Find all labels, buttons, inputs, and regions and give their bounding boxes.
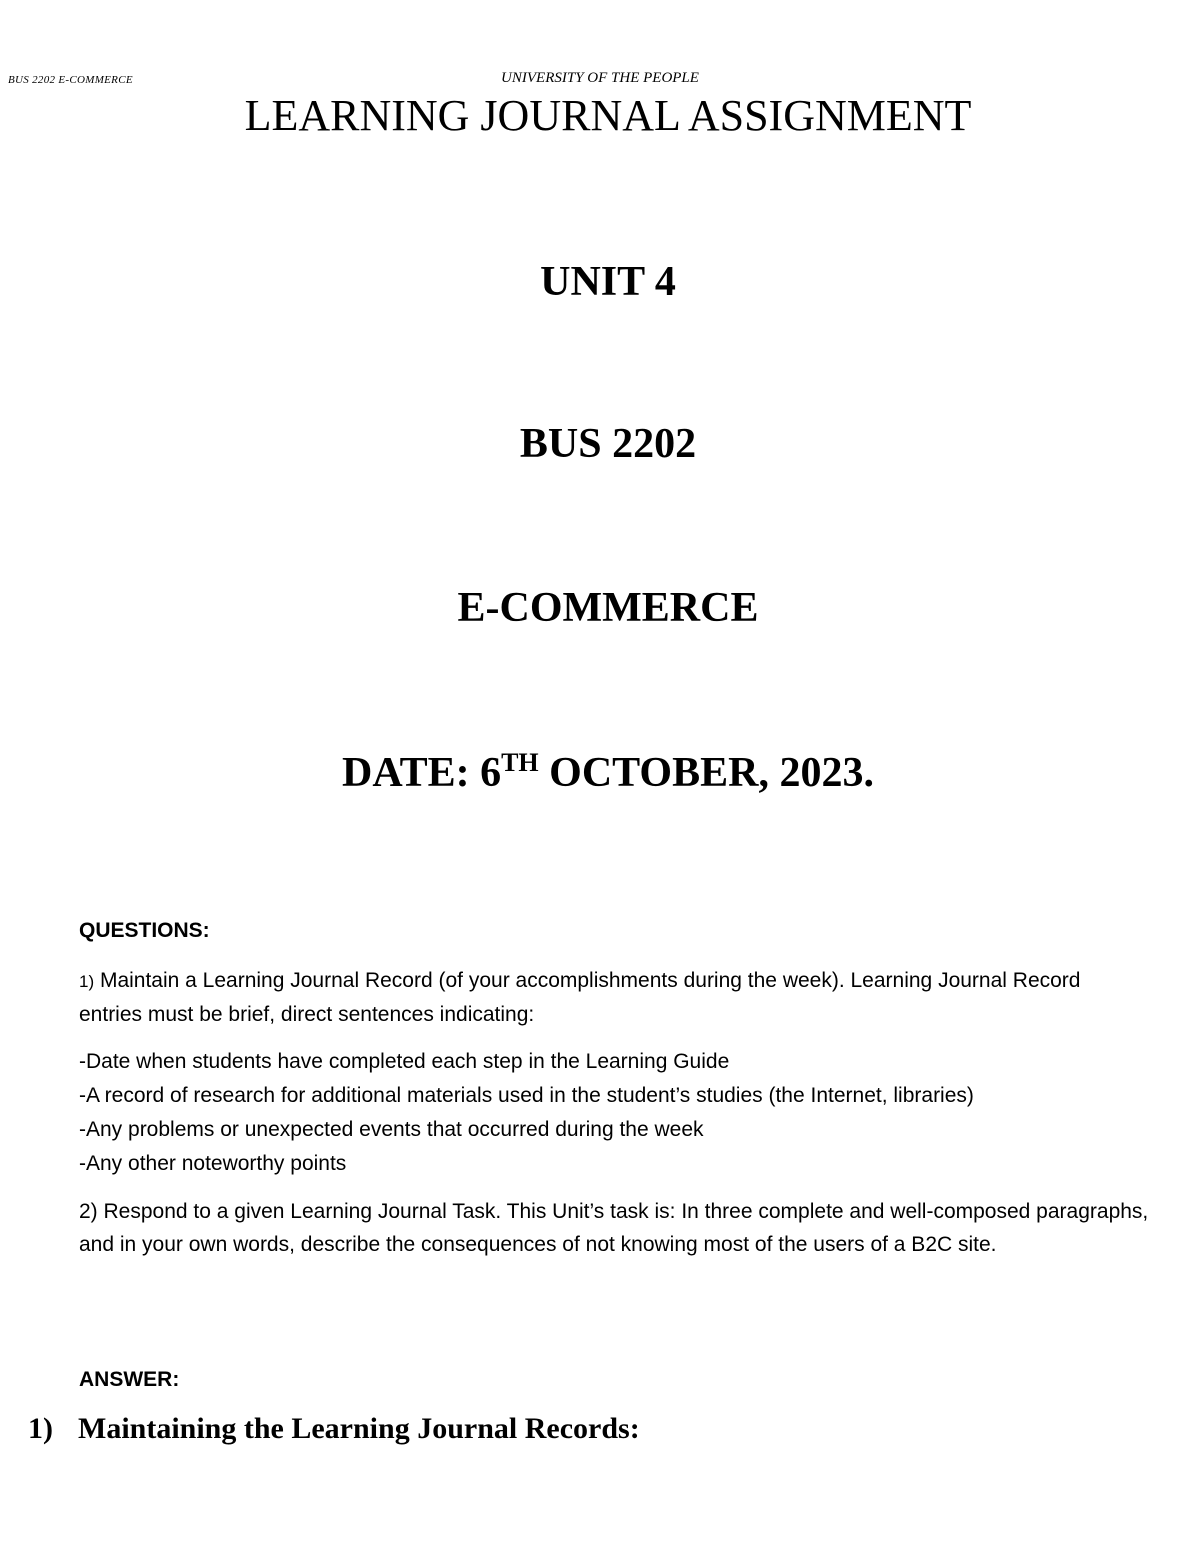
running-header-left: BUS 2202 E-COMMERCE bbox=[8, 74, 133, 86]
date-prefix: DATE: 6 bbox=[342, 750, 502, 796]
list-item: -Date when students have completed each step in the Learning Guide bbox=[79, 1050, 730, 1073]
question-1-text: Maintain a Learning Journal Record (of your accomplishments during the week). Learning Journal Record entries must be brief, direct sentences indicating: bbox=[79, 969, 1081, 1026]
answer-section-number: 1) bbox=[28, 1412, 53, 1445]
question-1 bbox=[79, 964, 1149, 1031]
answer-section-heading bbox=[28, 1412, 640, 1446]
list-item: -Any problems or unexpected events that occurred during the week bbox=[79, 1118, 704, 1141]
date-ordinal-suffix: TH bbox=[501, 748, 539, 777]
unit-heading: UNIT 4 bbox=[540, 259, 676, 305]
running-header-center: UNIVERSITY OF THE PEOPLE bbox=[501, 70, 699, 86]
question-1-list bbox=[79, 1045, 1149, 1181]
date-month-year: OCTOBER, 2023. bbox=[538, 750, 874, 796]
date-heading bbox=[0, 749, 1200, 797]
list-item: -Any other noteworthy points bbox=[79, 1152, 347, 1175]
subject-heading: E-COMMERCE bbox=[457, 585, 759, 631]
list-item: -A record of research for additional materials used in the student’s studies (the Internet, libraries) bbox=[79, 1084, 974, 1107]
answer-section-title: Maintaining the Learning Journal Records: bbox=[78, 1412, 640, 1445]
document-title: LEARNING JOURNAL ASSIGNMENT bbox=[244, 91, 972, 140]
questions-label: QUESTIONS: bbox=[79, 919, 210, 942]
question-2: 2) Respond to a given Learning Journal Task. This Unit’s task is: In three complete and well-composed paragraphs, and in your own words, describe the consequences of not knowing most of the users of a B2C site. bbox=[79, 1200, 1149, 1256]
course-code-heading: BUS 2202 bbox=[519, 421, 697, 467]
answer-label: ANSWER: bbox=[79, 1368, 180, 1391]
question-1-number: 1) bbox=[79, 972, 95, 991]
